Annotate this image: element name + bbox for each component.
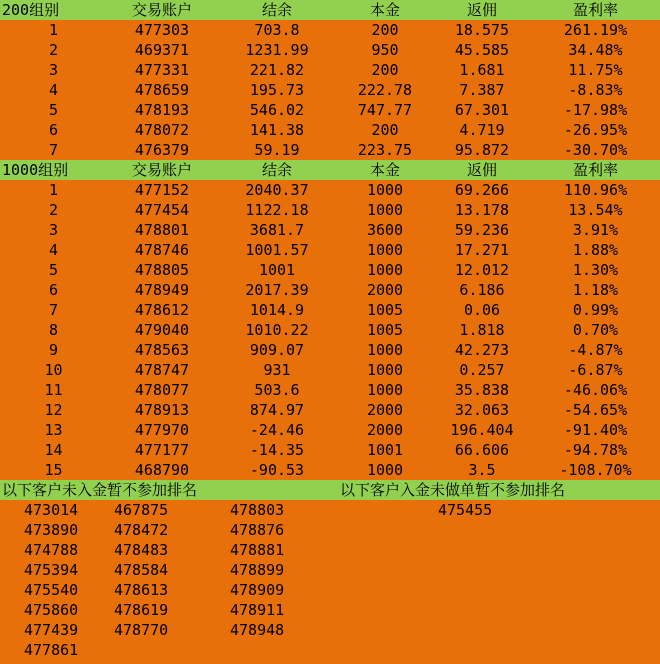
account-id: 478899	[230, 561, 285, 579]
table-cell: 1000	[366, 241, 404, 259]
table-cell: 13	[44, 421, 63, 439]
table-cell: 950	[371, 41, 399, 59]
table-cell: 110.96%	[563, 181, 628, 199]
account-id: 473014	[24, 501, 79, 519]
table-cell: 4.719	[459, 121, 505, 139]
table-cell: 6.186	[459, 281, 505, 299]
table-cell: 221.82	[249, 61, 305, 79]
no-trade-title: 以下客户入金未做单暂不参加排名	[340, 481, 566, 499]
table-row	[0, 340, 660, 360]
table-cell: 703.8	[254, 21, 300, 39]
account-id: 478483	[114, 541, 169, 559]
table-cell: 478801	[134, 221, 190, 239]
table-cell: 2000	[366, 281, 404, 299]
table-row	[0, 180, 660, 200]
table-cell: 223.75	[357, 141, 413, 159]
table-cell: 7	[48, 301, 59, 319]
account-id: 475455	[438, 501, 493, 519]
table-cell: 478659	[134, 81, 190, 99]
table-cell: 1000	[366, 181, 404, 199]
table-cell: 141.38	[249, 121, 305, 139]
table-row	[0, 60, 660, 80]
table-header-row	[0, 160, 660, 180]
table-cell: 196.404	[450, 421, 514, 439]
table-cell: 3	[48, 221, 59, 239]
table-cell: -24.46	[249, 421, 305, 439]
account-id: 478948	[230, 621, 285, 639]
group-200-table	[0, 0, 660, 160]
table-header-row	[0, 0, 660, 20]
table-cell: 1122.18	[245, 201, 309, 219]
table-cell: 200	[371, 61, 399, 79]
table-cell: -91.40%	[563, 421, 628, 439]
table-row	[0, 120, 660, 140]
table-cell: 200	[371, 121, 399, 139]
table-cell: 2	[48, 201, 59, 219]
account-id: 478584	[114, 561, 169, 579]
table-cell: 261.19%	[563, 21, 628, 39]
table-cell: -17.98%	[563, 101, 628, 119]
table-row	[0, 100, 660, 120]
table-cell: -94.78%	[563, 441, 628, 459]
account-id: 477861	[24, 641, 79, 659]
table-cell: 222.78	[357, 81, 413, 99]
account-id: 478770	[114, 621, 169, 639]
table-row	[0, 400, 660, 420]
table-cell: 200	[371, 21, 399, 39]
table-cell: 476379	[134, 141, 190, 159]
table-cell: 2040.37	[245, 181, 309, 199]
column-header: 盈利率	[572, 161, 618, 179]
table-cell: 6	[48, 121, 59, 139]
table-cell: 15	[44, 461, 63, 479]
table-cell: 478563	[134, 341, 190, 359]
table-cell: 1.818	[459, 321, 505, 339]
table-cell: 478805	[134, 261, 190, 279]
table-row	[0, 20, 660, 40]
table-cell: 478949	[134, 281, 190, 299]
account-id: 474788	[24, 541, 79, 559]
table-cell: 3.91%	[572, 221, 619, 239]
table-row	[0, 360, 660, 380]
account-id: 467875	[114, 501, 169, 519]
table-cell: 0.99%	[572, 301, 619, 319]
account-id: 473890	[24, 521, 79, 539]
account-id: 478876	[230, 521, 285, 539]
table-cell: 0.70%	[572, 321, 619, 339]
table-row	[0, 260, 660, 280]
column-header: 结余	[261, 1, 292, 19]
table-cell: 1001	[258, 261, 296, 279]
table-cell: 13.178	[454, 201, 510, 219]
table-cell: 18.575	[454, 21, 510, 39]
column-header: 交易账户	[131, 161, 192, 179]
table-cell: -4.87%	[568, 341, 623, 359]
table-cell: 12.012	[454, 261, 510, 279]
table-cell: 478747	[134, 361, 190, 379]
table-cell: 0.257	[459, 361, 505, 379]
table-cell: -54.65%	[563, 401, 628, 419]
table-cell: 7.387	[459, 81, 505, 99]
no-deposit-column-3	[230, 500, 438, 660]
table-cell: -8.83%	[568, 81, 623, 99]
table-cell: 3	[48, 61, 59, 79]
table-cell: 195.73	[249, 81, 305, 99]
table-cell: 2000	[366, 401, 404, 419]
table-cell: -108.70%	[559, 461, 632, 479]
table-cell: 1001	[366, 441, 404, 459]
table-cell: 3600	[366, 221, 404, 239]
table-row	[0, 320, 660, 340]
table-cell: 1000	[366, 201, 404, 219]
table-cell: 1001.57	[245, 241, 309, 259]
table-cell: -30.70%	[563, 141, 628, 159]
table-row	[0, 460, 660, 480]
table-row	[0, 80, 660, 100]
account-id: 478472	[114, 521, 169, 539]
excluded-accounts	[0, 500, 660, 660]
table-cell: 45.585	[454, 41, 510, 59]
table-cell: 477303	[134, 21, 190, 39]
column-header: 返佣	[466, 1, 497, 19]
table-cell: 5	[48, 101, 59, 119]
account-id: 475394	[24, 561, 79, 579]
table-cell: 1000	[366, 461, 404, 479]
table-cell: 478612	[134, 301, 190, 319]
group-1000-table	[0, 160, 660, 480]
account-id: 478909	[230, 581, 285, 599]
column-header: 1000组别	[2, 161, 69, 179]
table-cell: 909.07	[249, 341, 305, 359]
table-cell: 5	[48, 261, 59, 279]
table-cell: 13.54%	[568, 201, 623, 219]
account-id: 478619	[114, 601, 169, 619]
table-cell: 1	[48, 21, 59, 39]
table-cell: 59.19	[254, 141, 300, 159]
table-row	[0, 240, 660, 260]
account-id: 475540	[24, 581, 79, 599]
table-cell: 10	[44, 361, 63, 379]
table-cell: 1000	[366, 341, 404, 359]
table-cell: 42.273	[454, 341, 510, 359]
table-cell: 1000	[366, 261, 404, 279]
table-cell: 3681.7	[249, 221, 305, 239]
column-header: 结余	[261, 161, 292, 179]
column-header: 返佣	[466, 161, 497, 179]
table-cell: 1.88%	[572, 241, 619, 259]
table-cell: 478913	[134, 401, 190, 419]
no-deposit-column-1	[0, 500, 114, 660]
table-cell: 479040	[134, 321, 190, 339]
table-cell: 477152	[134, 181, 190, 199]
column-header: 200组别	[2, 1, 60, 19]
account-id: 477439	[24, 621, 79, 639]
table-cell: 477970	[134, 421, 190, 439]
table-cell: 747.77	[357, 101, 413, 119]
table-cell: 1010.22	[245, 321, 309, 339]
table-cell: 477177	[134, 441, 190, 459]
table-cell: 477331	[134, 61, 190, 79]
table-cell: 95.872	[454, 141, 510, 159]
table-cell: 1000	[366, 381, 404, 399]
table-row	[0, 140, 660, 160]
table-cell: 478072	[134, 121, 190, 139]
table-cell: -14.35	[249, 441, 305, 459]
table-row	[0, 420, 660, 440]
column-header: 盈利率	[572, 1, 618, 19]
table-cell: -26.95%	[563, 121, 628, 139]
table-cell: 1.30%	[572, 261, 619, 279]
table-cell: 503.6	[254, 381, 300, 399]
table-cell: 546.02	[249, 101, 305, 119]
table-cell: 0.06	[463, 301, 501, 319]
table-cell: -90.53	[249, 461, 305, 479]
account-id: 478613	[114, 581, 169, 599]
excluded-header-row	[0, 480, 660, 500]
table-cell: 1005	[366, 301, 404, 319]
table-cell: 35.838	[454, 381, 510, 399]
table-cell: 11	[44, 381, 63, 399]
table-cell: 2000	[366, 421, 404, 439]
table-cell: 1231.99	[245, 41, 309, 59]
table-cell: 477454	[134, 201, 190, 219]
column-header: 本金	[369, 161, 400, 179]
table-cell: 478077	[134, 381, 190, 399]
table-cell: 1.18%	[572, 281, 619, 299]
table-cell: 32.063	[454, 401, 510, 419]
no-deposit-column-2	[114, 500, 230, 660]
no-deposit-title: 以下客户未入金暂不参加排名	[2, 481, 198, 499]
table-cell: 4	[48, 81, 59, 99]
table-cell: 478193	[134, 101, 190, 119]
no-trade-column	[438, 500, 588, 660]
table-cell: 67.301	[454, 101, 510, 119]
table-cell: 1.681	[459, 61, 505, 79]
table-cell: 2017.39	[245, 281, 309, 299]
table-cell: 478746	[134, 241, 190, 259]
account-id: 478881	[230, 541, 285, 559]
table-cell: 1	[48, 181, 59, 199]
table-row	[0, 220, 660, 240]
table-cell: -6.87%	[568, 361, 623, 379]
table-cell: 8	[48, 321, 59, 339]
table-cell: 12	[44, 401, 63, 419]
account-id: 478911	[230, 601, 285, 619]
table-cell: 9	[48, 341, 59, 359]
table-cell: -46.06%	[563, 381, 628, 399]
table-cell: 34.48%	[568, 41, 623, 59]
table-cell: 1005	[366, 321, 404, 339]
table-row	[0, 440, 660, 460]
table-cell: 7	[48, 141, 59, 159]
account-id: 475860	[24, 601, 79, 619]
table-cell: 874.97	[249, 401, 305, 419]
table-cell: 17.271	[454, 241, 510, 259]
table-cell: 6	[48, 281, 59, 299]
table-cell: 3.5	[468, 461, 496, 479]
table-cell: 1000	[366, 361, 404, 379]
table-cell: 11.75%	[568, 61, 623, 79]
account-id: 478803	[230, 501, 285, 519]
table-cell: 2	[48, 41, 59, 59]
table-row	[0, 40, 660, 60]
column-header: 交易账户	[131, 1, 192, 19]
table-cell: 931	[263, 361, 291, 379]
table-cell: 59.236	[454, 221, 510, 239]
table-cell: 14	[44, 441, 63, 459]
table-cell: 469371	[134, 41, 190, 59]
table-row	[0, 380, 660, 400]
table-cell: 4	[48, 241, 59, 259]
table-row	[0, 280, 660, 300]
table-cell: 468790	[134, 461, 190, 479]
table-cell: 69.266	[454, 181, 510, 199]
table-cell: 1014.9	[249, 301, 305, 319]
column-header: 本金	[369, 1, 400, 19]
table-row	[0, 300, 660, 320]
table-row	[0, 200, 660, 220]
table-cell: 66.606	[454, 441, 510, 459]
